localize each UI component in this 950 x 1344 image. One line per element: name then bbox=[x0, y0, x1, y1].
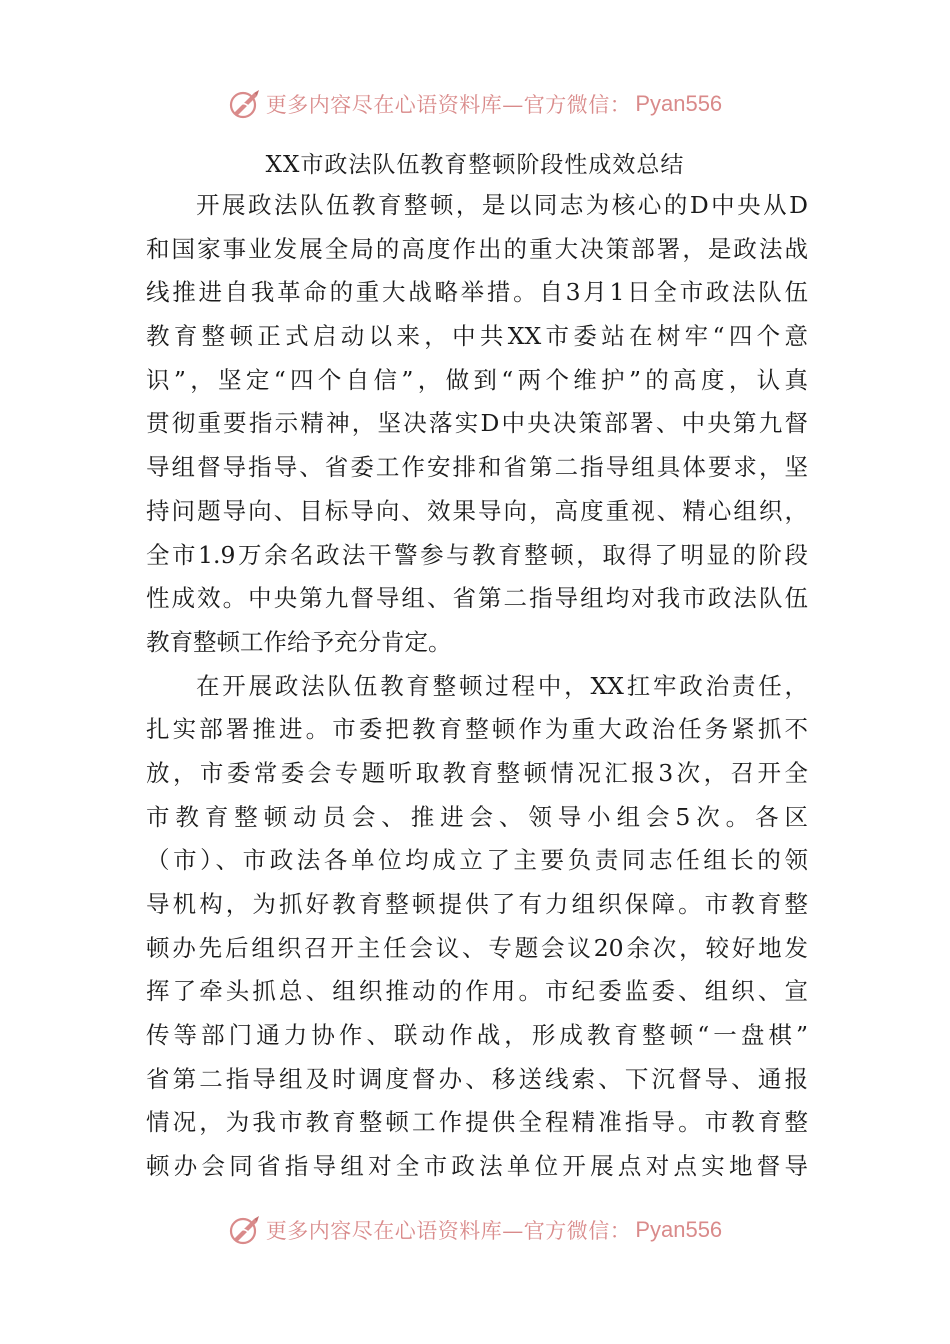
text-line: 市教育整顿动员会、推进会、领导小组会5次。各区 bbox=[146, 802, 808, 831]
text-line: 导组督导指导、省委工作安排和省第二指导组具体要求，坚 bbox=[146, 453, 808, 482]
text-line: 在开展政法队伍教育整顿过程中，XX扛牢政治责任， bbox=[196, 671, 808, 700]
text-line: 和国家事业发展全局的高度作出的重大决策部署，是政法战 bbox=[146, 234, 808, 263]
banner-wechat-id: Pyan556 bbox=[635, 91, 723, 116]
text-line: 导机构，为抓好教育整顿提供了有力组织保障。市教育整 bbox=[146, 890, 808, 918]
text-line: 扎实部署推进。市委把教育整顿作为重大政治任务紧抓不 bbox=[146, 715, 808, 744]
text-line: 贯彻重要指示精神，坚决落实D中央决策部署、中央第九督 bbox=[146, 409, 808, 438]
pen-logo-icon bbox=[228, 87, 262, 121]
pen-logo-icon bbox=[228, 1213, 262, 1247]
document-body bbox=[146, 184, 808, 1189]
text-line: 识”，坚定“四个自信”，做到“两个维护”的高度，认真 bbox=[146, 365, 808, 394]
text-line: 顿办会同省指导组对全市政法单位开展点对点实地督导 bbox=[146, 1152, 808, 1181]
banner-text: 更多内容尽在心语资料库—官方微信： bbox=[265, 1219, 632, 1243]
text-line: 挥了牵头抓总、组织推动的作用。市纪委监委、组织、宣 bbox=[146, 977, 808, 1006]
text-line: 持问题导向、目标导向、效果导向，高度重视、精心组织， bbox=[146, 496, 808, 525]
banner-wechat-id: Pyan556 bbox=[635, 1217, 723, 1242]
text-line: 教育整顿正式启动以来，中共XX市委站在树牢“四个意 bbox=[146, 322, 808, 351]
banner-text: 更多内容尽在心语资料库—官方微信： bbox=[265, 93, 632, 117]
text-line: 性成效。中央第九督导组、省第二指导组均对我市政法队伍 bbox=[146, 584, 808, 613]
text-line: （市）、市政法各单位均成立了主要负责同志任组长的领 bbox=[146, 846, 808, 875]
text-line: 传等部门通力协作、联动作战，形成教育整顿“一盘棋” bbox=[146, 1021, 808, 1050]
text-line: 教育整顿工作给予充分肯定。 bbox=[146, 627, 452, 656]
paragraph-1 bbox=[146, 184, 808, 665]
text-line: 全市1.9万余名政法干警参与教育整顿，取得了明显的阶段 bbox=[146, 540, 808, 569]
text-line: 顿办先后组织召开主任会议、专题会议20余次，较好地发 bbox=[146, 933, 808, 962]
text-line: 线推进自我革命的重大战略举措。自3月1日全市政法队伍 bbox=[146, 278, 808, 307]
header-banner bbox=[0, 84, 950, 124]
text-line: 放，市委常委会专题听取教育整顿情况汇报3次，召开全 bbox=[146, 758, 808, 787]
document-title: XX市政法队伍教育整顿阶段性成效总结 bbox=[265, 152, 685, 178]
text-line: 情况，为我市教育整顿工作提供全程精准指导。市教育整 bbox=[146, 1108, 808, 1137]
text-line: 省第二指导组及时调度督办、移送线索、下沉督导、通报 bbox=[146, 1064, 808, 1093]
text-line: 开展政法队伍教育整顿，是以同志为核心的D中央从D bbox=[196, 191, 808, 219]
paragraph-2 bbox=[146, 665, 808, 1189]
footer-banner bbox=[0, 1210, 950, 1250]
